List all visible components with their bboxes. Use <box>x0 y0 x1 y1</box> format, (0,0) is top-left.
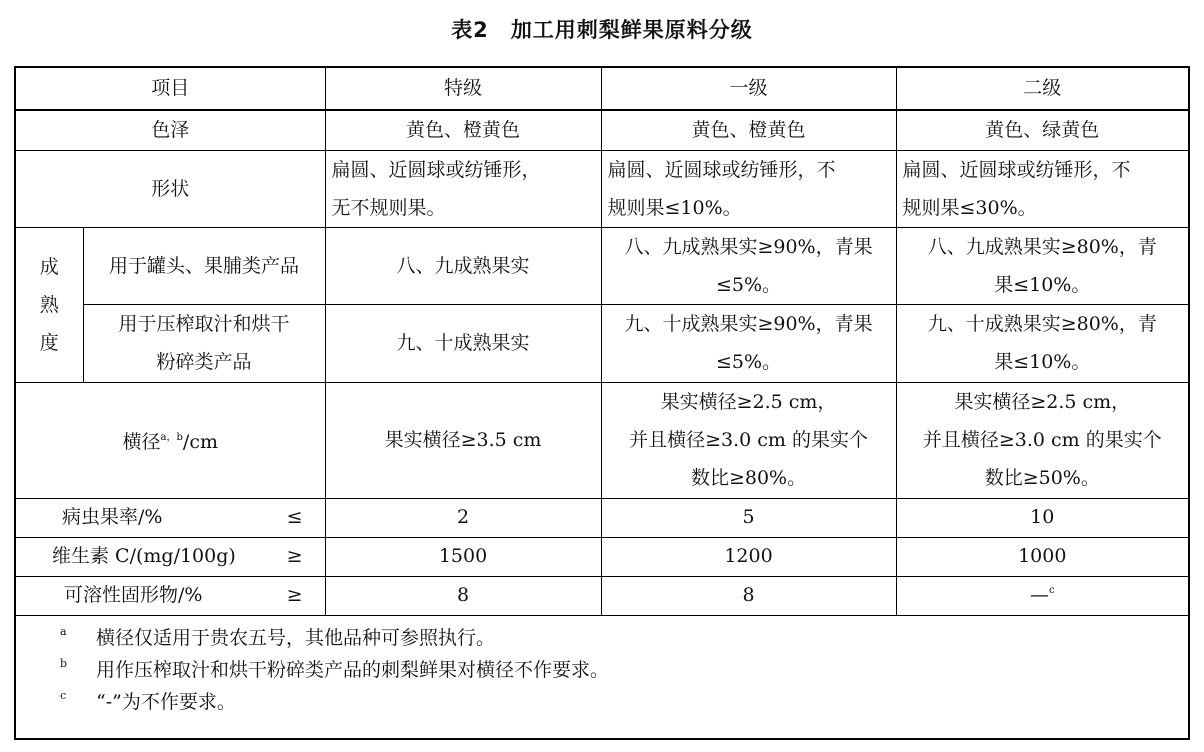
solids-label: 可溶性固形物/% <box>64 583 203 606</box>
maturity-canned-first <box>601 227 896 304</box>
maturity-juice-second <box>896 304 1188 382</box>
diameter-second-line-1: 果实横径≥2.5 cm， <box>954 391 1131 413</box>
vitc-label: 维生素 C/(mg/100g) <box>52 544 236 567</box>
maturity-juice-label-line-1: 用于压榨取汁和烘干 <box>118 313 290 335</box>
vitc-second: 1000 <box>896 537 1188 576</box>
shape-special-line-1: 扁圆、近圆球或纺锤形， <box>331 158 541 181</box>
header-row <box>16 68 1188 110</box>
header-grade-special: 特级 <box>325 68 601 110</box>
diameter-second-line-3: 数比≥50%。 <box>984 467 1100 489</box>
maturity-juice-label <box>83 304 325 382</box>
maturity-label <box>16 227 83 382</box>
maturity-char-1: 成 <box>39 255 59 278</box>
solids-special: 8 <box>325 576 601 615</box>
maturity-juice-second-line-1: 九、十成熟果实≥80%，青 <box>927 313 1157 335</box>
note-c-mark: c <box>60 688 67 702</box>
pest-second: 10 <box>896 498 1188 537</box>
note-b-mark: b <box>60 656 68 670</box>
diameter-label-text: 横径 <box>122 431 161 453</box>
vitc-operator: ≥ <box>286 544 303 567</box>
shape-first <box>601 150 896 227</box>
diameter-second-line-2: 并且横径≥3.0 cm 的果实个 <box>922 429 1162 451</box>
header-grade-second: 二级 <box>896 68 1188 110</box>
table-title-text: 加工用刺梨鲜果原料分级 <box>510 18 753 42</box>
row-solids <box>16 576 1188 615</box>
shape-second <box>896 150 1188 227</box>
row-shape <box>16 150 1188 227</box>
diameter-unit: /cm <box>182 431 218 453</box>
maturity-juice-special: 九、十成熟果实 <box>325 304 601 382</box>
row-maturity-canned <box>16 227 1188 304</box>
solids-label-wrap <box>22 581 319 610</box>
pest-label: 病虫果率/% <box>62 505 163 528</box>
diameter-first <box>601 382 896 498</box>
solids-first: 8 <box>601 576 896 615</box>
shape-special-line-2: 无不规则果。 <box>331 196 446 219</box>
shape-first-line-2: 规则果≤10%。 <box>607 196 742 219</box>
vitc-first: 1200 <box>601 537 896 576</box>
grading-table <box>16 68 1188 616</box>
diameter-first-line-1: 果实横径≥2.5 cm， <box>660 391 837 413</box>
vitc-label-cell <box>16 537 325 576</box>
header-grade-first: 一级 <box>601 68 896 110</box>
maturity-canned-label: 用于罐头、果脯类产品 <box>83 227 325 304</box>
solids-second-value: — <box>1029 583 1049 606</box>
solids-second-footnote-mark: c <box>1048 584 1055 596</box>
pest-operator: ≤ <box>286 505 303 528</box>
maturity-char-3: 度 <box>39 331 59 354</box>
diameter-second <box>896 382 1188 498</box>
shape-label: 形状 <box>16 150 325 227</box>
shape-second-line-1: 扁圆、近圆球或纺锤形，不 <box>902 158 1131 181</box>
vitc-special: 1500 <box>325 537 601 576</box>
row-maturity-juice <box>16 304 1188 382</box>
note-a-text: 横径仅适用于贵农五号，其他品种可参照执行。 <box>96 626 496 649</box>
note-c-text: “-”为不作要求。 <box>96 690 236 713</box>
pest-label-wrap <box>22 503 319 532</box>
note-a <box>60 622 1188 654</box>
diameter-first-line-3: 数比≥80%。 <box>690 467 807 489</box>
maturity-char-2: 熟 <box>39 293 59 316</box>
table-title <box>0 14 1204 44</box>
table-number: 表2 <box>451 18 489 42</box>
pest-first: 5 <box>601 498 896 537</box>
maturity-juice-second-line-2: 果≤10%。 <box>994 351 1091 373</box>
color-first: 黄色、橙黄色 <box>601 110 896 150</box>
diameter-special: 果实横径≥3.5 cm <box>325 382 601 498</box>
note-c <box>60 686 1188 718</box>
shape-second-line-2: 规则果≤30%。 <box>902 196 1037 219</box>
maturity-canned-second <box>896 227 1188 304</box>
color-label: 色泽 <box>16 110 325 150</box>
pest-special: 2 <box>325 498 601 537</box>
maturity-juice-first <box>601 304 896 382</box>
row-vitc <box>16 537 1188 576</box>
maturity-canned-special: 八、九成熟果实 <box>325 227 601 304</box>
row-pest <box>16 498 1188 537</box>
maturity-juice-first-line-2: ≤5%。 <box>715 351 782 373</box>
maturity-canned-first-line-1: 八、九成熟果实≥90%，青果 <box>624 235 873 258</box>
diameter-first-line-2: 并且横径≥3.0 cm 的果实个 <box>629 429 868 451</box>
shape-first-line-1: 扁圆、近圆球或纺锤形，不 <box>607 158 836 181</box>
note-b <box>60 654 1188 686</box>
note-b-text: 用作压榨取汁和烘干粉碎类产品的刺梨鲜果对横径不作要求。 <box>96 658 610 681</box>
solids-second <box>896 576 1188 615</box>
note-a-mark: a <box>60 624 67 638</box>
solids-label-cell <box>16 576 325 615</box>
row-diameter <box>16 382 1188 498</box>
shape-special <box>325 150 601 227</box>
vitc-label-wrap <box>22 542 319 571</box>
table-notes <box>16 616 1188 718</box>
maturity-canned-second-line-2: 果≤10%。 <box>994 273 1091 296</box>
diameter-footnote-marks: a，b <box>160 432 183 443</box>
solids-operator: ≥ <box>286 583 303 606</box>
row-color <box>16 110 1188 150</box>
maturity-juice-label-line-2: 粉碎类产品 <box>156 351 252 373</box>
diameter-label <box>16 382 325 498</box>
maturity-canned-first-line-2: ≤5%。 <box>715 273 782 296</box>
maturity-juice-first-line-1: 九、十成熟果实≥90%，青果 <box>624 313 873 335</box>
pest-label-cell <box>16 498 325 537</box>
maturity-canned-second-line-1: 八、九成熟果实≥80%，青 <box>927 235 1157 258</box>
grading-table-frame <box>14 66 1190 740</box>
header-item: 项目 <box>16 68 325 110</box>
color-second: 黄色、绿黄色 <box>896 110 1188 150</box>
color-special: 黄色、橙黄色 <box>325 110 601 150</box>
